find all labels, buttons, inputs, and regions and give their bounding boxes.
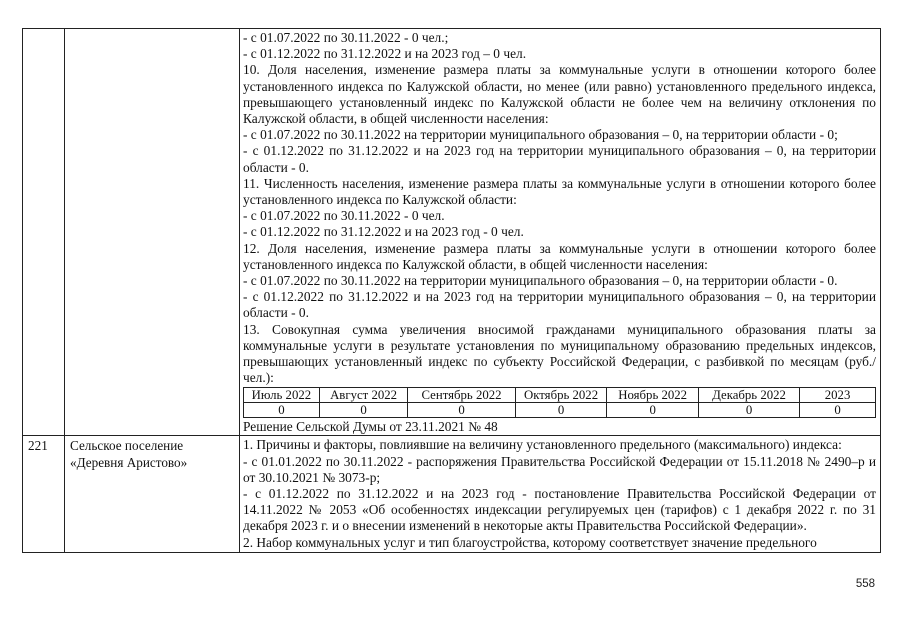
municipality-name-cell xyxy=(65,29,240,436)
text-paragraph: - с 01.01.2022 по 30.11.2022 - распоряжения Правительства Российской Федерации от 15.11.2018 № 2490–р и от 30.10.2021 № 3073-р; xyxy=(243,453,876,485)
text-paragraph: - с 01.12.2022 по 31.12.2022 и на 2023 год на территории муниципального образования – 0, на территории области - 0. xyxy=(243,143,876,175)
month-value: 0 xyxy=(408,403,515,418)
month-header: Сентябрь 2022 xyxy=(408,388,515,403)
month-header: Август 2022 xyxy=(319,388,407,403)
month-value: 0 xyxy=(607,403,699,418)
month-header: 2023 xyxy=(800,388,876,403)
month-header: Ноябрь 2022 xyxy=(607,388,699,403)
text-line: - с 01.07.2022 по 30.11.2022 на территории муниципального образования – 0, на территории области - 0. xyxy=(243,273,838,289)
indices-table xyxy=(22,28,881,553)
text-paragraph: - с 01.12.2022 по 31.12.2022 и на 2023 год - постановление Правительства Российской Федерации от 14.11.2022 № 2053 «Об особенностях индексации регулируемых цен (тарифов) с 1 декабря 2022 г. по 31 декабря 2023 г. и о внесении изменений в некоторые акты Правительства Российской Федерации». xyxy=(243,486,876,534)
indicator-text-cell xyxy=(240,29,881,436)
text-line: - с 01.07.2022 по 30.11.2022 на территории муниципального образования – 0, на территории области - 0; xyxy=(243,127,838,143)
month-header: Октябрь 2022 xyxy=(515,388,607,403)
table-row xyxy=(23,29,881,436)
text-paragraph: 11. Численность населения, изменение размера платы за коммунальные услуги в отношении которого более установленного индекса по Калужской области: xyxy=(243,175,876,208)
month-value: 0 xyxy=(244,403,320,418)
table-row xyxy=(23,436,881,552)
month-header: Декабрь 2022 xyxy=(698,388,799,403)
text-line: - с 01.12.2022 по 31.12.2022 и на 2023 год - 0 чел. xyxy=(243,224,524,240)
text-paragraph: 12. Доля населения, изменение размера платы за коммунальные услуги в отношении которого более установленного индекса по Калужской области, в общей численности населения: xyxy=(243,240,876,272)
text-line: 2. Набор коммунальных услуг и тип благоустройства, которому соответствует значение предельного xyxy=(243,534,817,550)
municipality-name-cell: Сельское поселение «Деревня Аристово» xyxy=(65,436,240,552)
month-header: Июль 2022 xyxy=(244,388,320,403)
month-value: 0 xyxy=(698,403,799,418)
row-number-cell xyxy=(23,29,65,436)
page-number: 558 xyxy=(855,578,875,590)
decision-reference: Решение Сельской Думы от 23.11.2021 № 48 xyxy=(243,419,498,435)
text-line: - с 01.07.2022 по 30.11.2022 - 0 чел.; xyxy=(243,30,449,45)
text-paragraph: - с 01.12.2022 по 31.12.2022 и на 2023 год на территории муниципального образования – 0, на территории области - 0. xyxy=(243,289,876,321)
text-line: - с 01.07.2022 по 30.11.2022 - 0 чел. xyxy=(243,208,445,224)
row-number-cell: 221 xyxy=(23,436,65,552)
text-paragraph: 13. Совокупная сумма увеличения вносимой гражданами муниципального образования платы за коммунальные услуги в результате установления по муниципальному образованию предельных индексов, превышающих установленный индекс по субъекту Российской Федерации, с разбивкой по месяцам (руб./чел.): xyxy=(243,321,876,386)
indicator-text-cell xyxy=(240,436,881,552)
text-line: - с 01.12.2022 по 31.12.2022 и на 2023 год – 0 чел. xyxy=(243,46,527,62)
month-value: 0 xyxy=(800,403,876,418)
month-value: 0 xyxy=(319,403,407,418)
month-value: 0 xyxy=(515,403,607,418)
monthly-sums-table xyxy=(243,387,876,418)
months-header-row xyxy=(244,388,876,403)
text-paragraph: 10. Доля населения, изменение размера платы за коммунальные услуги в отношении которого более установленного индекса по Калужской области, но менее (или равно) установленного предельного индекса, превышающего установленный индекс по Калужской области не более чем на величину отклонения по Калужской области, в общей численности населения: xyxy=(243,62,876,127)
months-value-row xyxy=(244,403,876,418)
text-line: 1. Причины и факторы, повлиявшие на величину установленного предельного (максимального) индекса: xyxy=(243,437,842,453)
